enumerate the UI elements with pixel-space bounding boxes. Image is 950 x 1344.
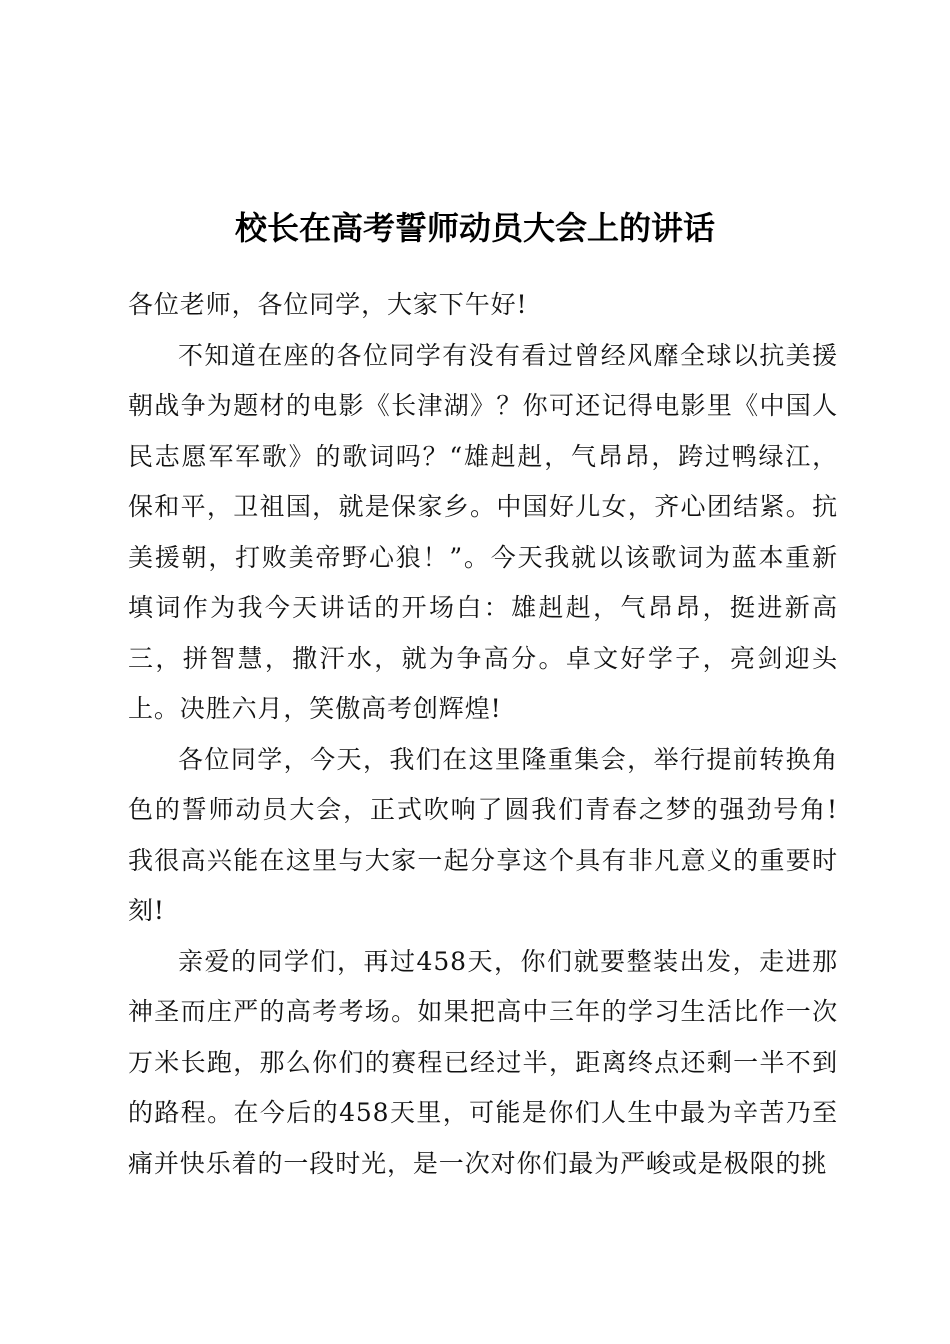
- paragraph-greeting: 各位老师，各位同学，大家下午好!: [128, 290, 528, 319]
- document-title: 校长在高考誓师动员大会上的讲话: [234, 209, 715, 247]
- paragraph-countdown: 亲爱的同学们，再过458天，你们就要整装出发，走进那神圣而庄严的高考考场。如果把高中三年的学习生活比作一次万米长跑，那么你们的赛程已经过半，距离终点还剩一半不到的路程。在今后的458天里，可能是你们人生中最为辛苦乃至痛并快乐着的一段时光，是一次对你们最为严峻或是极限的挑: [128, 946, 838, 1178]
- document-body: [128, 280, 838, 1189]
- paragraph-ceremony: 各位同学，今天，我们在这里隆重集会，举行提前转换角色的誓师动员大会，正式吹响了圆我们青春之梦的强劲号角!我很高兴能在这里与大家一起分享这个具有非凡意义的重要时刻!: [128, 744, 838, 925]
- paragraph-opening: 不知道在座的各位同学有没有看过曾经风靡全球以抗美援朝战争为题材的电影《长津湖》？你可还记得电影里《中国人民志愿军军歌》的歌词吗？“雄赳赳，气昂昂，跨过鸭绿江，保和平，卫祖国，就是保家乡。中国好儿女，齐心团结紧。抗美援朝，打败美帝野心狼！”。今天我就以该歌词为蓝本重新填词作为我今天讲话的开场白：雄赳赳，气昂昂，挺进新高三，拼智慧，撒汗水，就为争高分。卓文好学子，亮剑迎头上。决胜六月，笑傲高考创辉煌!: [128, 340, 838, 723]
